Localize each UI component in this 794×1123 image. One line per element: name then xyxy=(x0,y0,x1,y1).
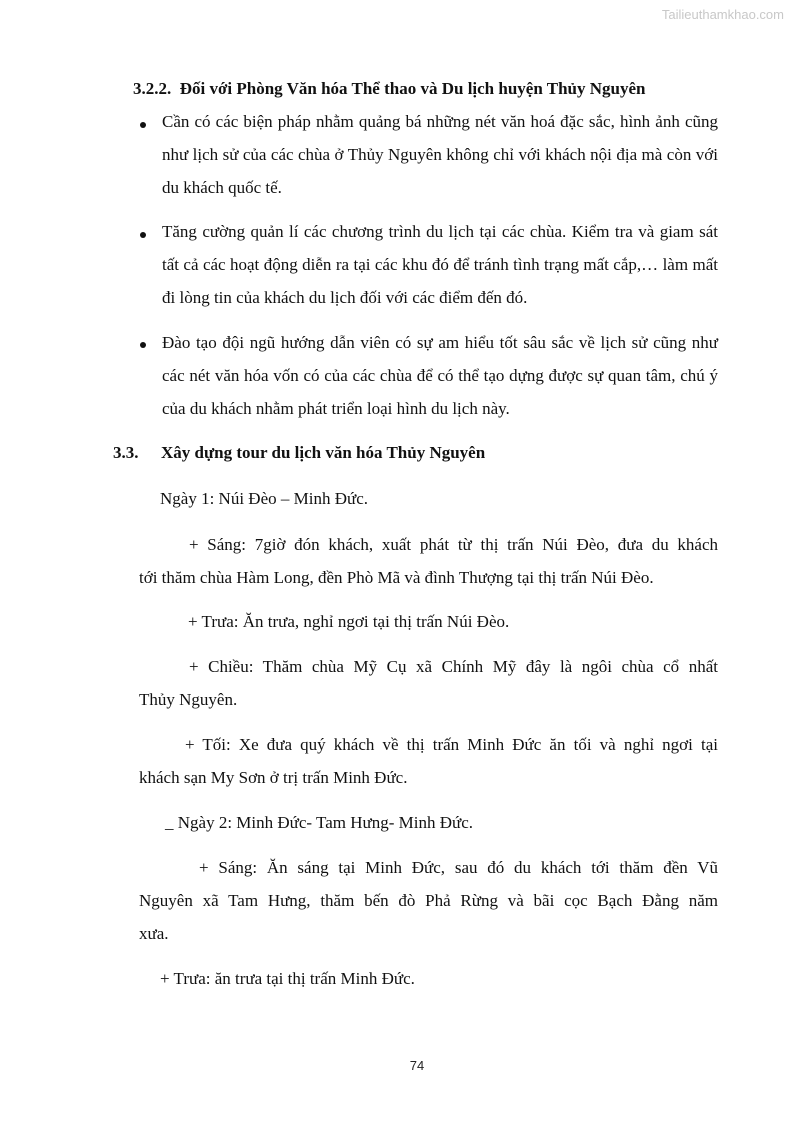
bullet-icon xyxy=(140,232,146,238)
day2-morning-line3: xưa. xyxy=(139,924,169,943)
day1-afternoon-line2: Thủy Nguyên. xyxy=(139,690,238,709)
day1-noon: + Trưa: Ăn trưa, nghỉ ngơi tại thị trấn Núi Đèo. xyxy=(188,612,510,631)
day1-evening-line1: + Tối: Xe đưa quý khách về thị trấn Minh Đức ăn tối và nghỉ ngơi tại xyxy=(185,735,718,754)
bullet-item: Cần có các biện pháp nhằm quảng bá những nét văn hoá đặc sắc, hình ảnh cũng như lịch sử của các chùa ở Thủy Nguyên không chỉ với khách nội địa mà còn với du khách quốc tế. xyxy=(162,112,718,197)
watermark: Tailieuthamkhao.com xyxy=(661,7,784,22)
day1-afternoon-line1: + Chiều: Thăm chùa Mỹ Cụ xã Chính Mỹ đây là ngôi chùa cổ nhất xyxy=(189,657,718,676)
section-heading-3-2-2 xyxy=(133,79,645,99)
bullet-icon xyxy=(140,342,146,348)
bullet-icon xyxy=(140,122,146,128)
section-number: 3.2.2. xyxy=(133,79,172,98)
day2-title: _ Ngày 2: Minh Đức- Tam Hưng- Minh Đức. xyxy=(165,813,474,832)
section-title: Xây dựng tour du lịch văn hóa Thủy Nguyên xyxy=(161,443,486,462)
day1-morning-line2: tới thăm chùa Hàm Long, đền Phò Mã và đình Thượng tại thị trấn Núi Đèo. xyxy=(139,568,654,587)
day1-title: Ngày 1: Núi Đèo – Minh Đức. xyxy=(160,489,368,508)
page-number: 74 xyxy=(409,1058,425,1073)
day2-noon: + Trưa: ăn trưa tại thị trấn Minh Đức. xyxy=(160,969,415,988)
section-number: 3.3. xyxy=(113,443,139,462)
bullet-item: Đào tạo đội ngũ hướng dẫn viên có sự am hiểu tốt sâu sắc về lịch sử cũng như các nét văn hóa vốn có của các chùa để có thể tạo dựng được sự quan tâm, chú ý của du khách nhằm phát triển loại hình du lịch này. xyxy=(162,333,718,418)
section-title: Đối với Phòng Văn hóa Thể thao và Du lịch huyện Thủy Nguyên xyxy=(179,79,646,98)
day1-evening-line2: khách sạn My Sơn ở trị trấn Minh Đức. xyxy=(139,768,408,787)
day2-morning-line2: Nguyên xã Tam Hưng, thăm bến đò Phả Rừng và bãi cọc Bạch Đằng năm xyxy=(139,891,718,910)
section-heading-3-3 xyxy=(113,443,485,463)
bullet-item: Tăng cường quản lí các chương trình du lịch tại các chùa. Kiểm tra và giam sát tất cả các hoạt động diễn ra tại các khu đó để tránh tình trạng mất cắp,… làm mất đi lòng tin của khách du lịch đối với các điểm đến đó. xyxy=(162,222,718,307)
day1-morning-line1: + Sáng: 7giờ đón khách, xuất phát từ thị trấn Núi Đèo, đưa du khách xyxy=(189,535,718,554)
day2-morning-line1: + Sáng: Ăn sáng tại Minh Đức, sau đó du khách tới thăm đền Vũ xyxy=(199,858,718,877)
